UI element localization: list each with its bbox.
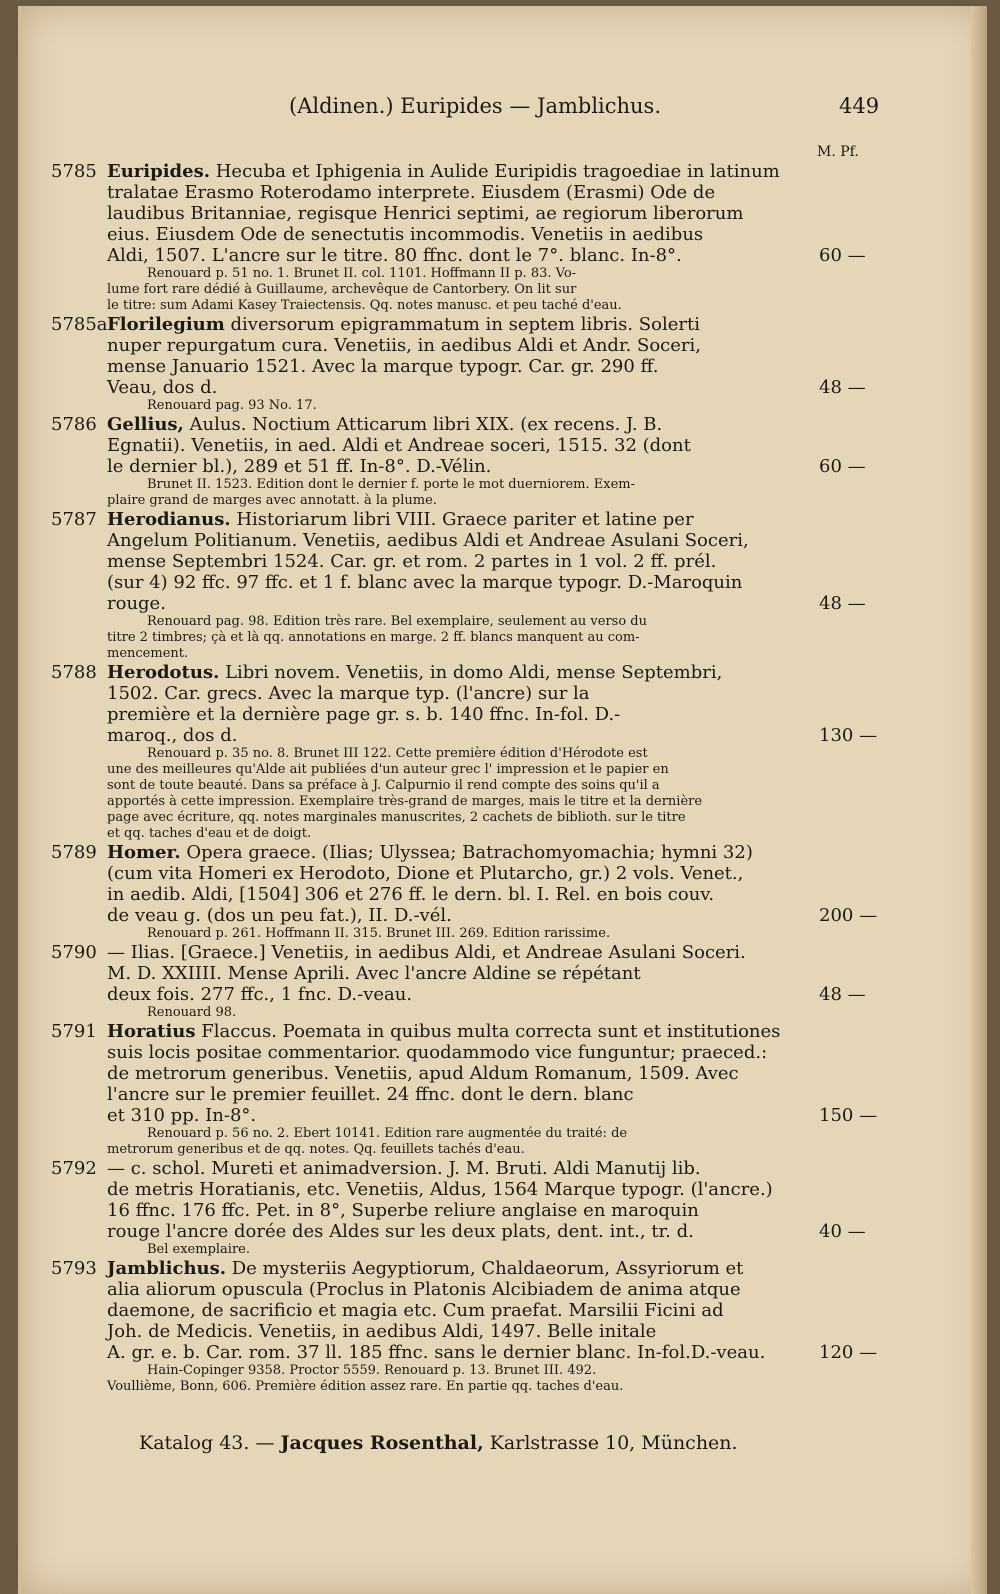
entry-line (21, 572, 987, 593)
entry-author: Herodotus. (107, 662, 220, 683)
entry-note: apportés à cette impression. Exemplaire très-grand de marges, mais le titre et la dernière (107, 794, 703, 809)
entry-text: alia aliorum opuscula (Proclus in Platonis Alcibiadem de anima atque (107, 1279, 741, 1300)
entry-price: 48 — (819, 377, 866, 398)
entry-text: Jamblichus. De mysteriis Aegyptiorum, Chaldaeorum, Assyriorum et (107, 1258, 744, 1279)
entry-line (21, 551, 987, 572)
entry-text: (sur 4) 92 ffc. 97 ffc. et 1 f. blanc avec la marque typogr. D.-Maroquin (107, 572, 743, 593)
entry-line (21, 1042, 987, 1063)
entry-text: rouge. (107, 593, 166, 614)
entry-text: 16 ffnc. 176 ffc. Pet. in 8°, Superbe reliure anglaise en maroquin (107, 1200, 699, 1221)
entry-line (21, 842, 987, 863)
entry-text: A. gr. e. b. Car. rom. 37 ll. 185 ffnc. sans le dernier blanc. In-fol.D.-veau. (107, 1342, 766, 1363)
entry-text: rouge l'ancre dorée des Aldes sur les deux plats, dent. int., tr. d. (107, 1221, 694, 1242)
entry-note: sont de toute beauté. Dans sa préface à J. Calpurnio il rend compte des soins qu'il a (107, 778, 660, 793)
entry-text: Egnatii). Venetiis, in aed. Aldi et Andreae soceri, 1515. 32 (dont (107, 435, 691, 456)
entry-text: le dernier bl.), 289 et 51 ff. In-8°. D.-Vélin. (107, 456, 492, 477)
entry-line (21, 530, 987, 551)
entry-line (21, 1258, 987, 1279)
entry-author: Florilegium (107, 314, 225, 335)
entry-text: de veau g. (dos un peu fat.), II. D.-vél. (107, 905, 452, 926)
catalog-entry (21, 842, 987, 942)
entry-note: Renouard p. 56 no. 2. Ebert 10141. Edition rare augmentée du traité: de (147, 1126, 628, 1141)
entry-note: Renouard pag. 98. Edition très rare. Bel exemplaire, seulement au verso du (147, 614, 648, 629)
entry-text: mense Septembri 1524. Car. gr. et rom. 2 partes in 1 vol. 2 ff. prél. (107, 551, 717, 572)
catalog-entries (21, 161, 987, 1395)
entry-line (21, 905, 987, 926)
entry-line (21, 863, 987, 884)
entry-price: 48 — (819, 593, 866, 614)
entry-text: Aldi, 1507. L'ancre sur le titre. 80 ffnc. dont le 7°. blanc. In-8°. (107, 245, 682, 266)
entry-text: daemone, de sacrificio et magia etc. Cum praefat. Marsilii Ficini ad (107, 1300, 724, 1321)
catalog-page (18, 6, 987, 1594)
catalog-entry (21, 1021, 987, 1158)
entry-text: M. D. XXIIII. Mense Aprili. Avec l'ancre Aldine se répétant (107, 963, 641, 984)
catalog-entry (21, 509, 987, 662)
entry-text: Euripides. Hecuba et Iphigenia in Aulide Euripidis tragoediae in latinum (107, 161, 780, 182)
entry-line (21, 984, 987, 1005)
entry-line (21, 1300, 987, 1321)
entry-note: Renouard pag. 93 No. 17. (147, 398, 317, 413)
entry-price: 200 — (819, 905, 878, 926)
entry-line (21, 884, 987, 905)
entry-text: (cum vita Homeri ex Herodoto, Dione et Plutarcho, gr.) 2 vols. Venet., (107, 863, 744, 884)
entry-line (21, 1200, 987, 1221)
entry-line (21, 1021, 987, 1042)
entry-line (21, 1084, 987, 1105)
entry-text: l'ancre sur le premier feuillet. 24 ffnc. dont le dern. blanc (107, 1084, 634, 1105)
page-number: 449 (839, 94, 880, 118)
entry-number: 5789 (51, 842, 97, 863)
entry-line (21, 1158, 987, 1179)
catalog-entry (21, 414, 987, 509)
entry-line (21, 593, 987, 614)
entry-line (21, 662, 987, 683)
entry-line (21, 182, 987, 203)
catalog-entry (21, 314, 987, 414)
entry-number: 5788 (51, 662, 97, 683)
entry-text: — c. schol. Mureti et animadversion. J. M. Bruti. Aldi Manutij lib. (107, 1158, 701, 1179)
entry-text: Florilegium diversorum epigrammatum in septem libris. Solerti (107, 314, 700, 335)
catalog-entry (21, 942, 987, 1021)
entry-price: 40 — (819, 1221, 866, 1242)
entry-text: et 310 pp. In-8°. (107, 1105, 257, 1126)
entry-line (21, 942, 987, 963)
entry-text: Herodianus. Historiarum libri VIII. Graece pariter et latine per (107, 509, 694, 530)
entry-line (21, 725, 987, 746)
footer-address: Karlstrasse 10, München. (489, 1432, 738, 1454)
running-title: (Aldinen.) Euripides — Jamblichus. (289, 94, 662, 118)
entry-note: Renouard p. 261. Hoffmann II. 315. Brunet III. 269. Edition rarissime. (147, 926, 611, 941)
catalog-entry (21, 1158, 987, 1258)
entry-note: et qq. taches d'eau et de doigt. (107, 826, 312, 841)
entry-number: 5785a (51, 314, 108, 335)
entry-text: Joh. de Medicis. Venetiis, in aedibus Aldi, 1497. Belle initale (107, 1321, 657, 1342)
entry-price: 60 — (819, 245, 866, 266)
catalog-entry (21, 161, 987, 314)
entry-text: Herodotus. Libri novem. Venetiis, in domo Aldi, mense Septembri, (107, 662, 723, 683)
currency-header: M. Pf. (817, 144, 859, 160)
catalog-entry (21, 1258, 987, 1395)
entry-note: lume fort rare dédié à Guillaume, archevêque de Cantorbery. On lit sur (107, 282, 577, 297)
entry-price: 60 — (819, 456, 866, 477)
entry-text: Gellius, Aulus. Noctium Atticarum libri XIX. (ex recens. J. B. (107, 414, 663, 435)
entry-text: suis locis positae commentarior. quodammodo vice funguntur; praeced.: (107, 1042, 768, 1063)
entry-number: 5791 (51, 1021, 97, 1042)
entry-author: Euripides. (107, 161, 210, 182)
entry-note: une des meilleures qu'Alde ait publiées d'un auteur grec l' impression et le papier en (107, 762, 669, 777)
entry-line (21, 456, 987, 477)
entry-price: 150 — (819, 1105, 878, 1126)
entry-note: Brunet II. 1523. Edition dont le dernier f. porte le mot duerniorem. Exem- (147, 477, 636, 492)
catalog-entry (21, 662, 987, 842)
entry-line (21, 1342, 987, 1363)
entry-note: Renouard p. 35 no. 8. Brunet III 122. Cette première édition d'Hérodote est (147, 746, 648, 761)
entry-line (21, 704, 987, 725)
entry-line (21, 414, 987, 435)
entry-text: Homer. Opera graece. (Ilias; Ulyssea; Batrachomyomachia; hymni 32) (107, 842, 753, 863)
entry-text: tralatae Erasmo Roterodamo interprete. Eiusdem (Erasmi) Ode de (107, 182, 716, 203)
entry-text: première et la dernière page gr. s. b. 140 ffnc. In-fol. D.- (107, 704, 621, 725)
entry-line (21, 963, 987, 984)
entry-text: Horatius Flaccus. Poemata in quibus multa correcta sunt et institutiones (107, 1021, 781, 1042)
entry-number: 5786 (51, 414, 97, 435)
entry-note: le titre: sum Adami Kasey Traiectensis. Qq. notes manusc. et peu taché d'eau. (107, 298, 622, 313)
entry-line (21, 1063, 987, 1084)
catalog-footer (139, 1432, 738, 1454)
entry-line (21, 509, 987, 530)
footer-publisher: Jacques Rosenthal, (280, 1432, 484, 1454)
entry-author: Homer. (107, 842, 181, 863)
entry-price: 130 — (819, 725, 878, 746)
entry-line (21, 335, 987, 356)
entry-author: Horatius (107, 1021, 196, 1042)
entry-line (21, 683, 987, 704)
entry-note: mencement. (107, 646, 189, 661)
entry-note: Hain-Copinger 9358. Proctor 5559. Renouard p. 13. Brunet III. 492. (147, 1363, 597, 1378)
entry-text: Angelum Politianum. Venetiis, aedibus Aldi et Andreae Asulani Soceri, (107, 530, 749, 551)
entry-number: 5787 (51, 509, 97, 530)
entry-line (21, 203, 987, 224)
entry-line (21, 161, 987, 182)
entry-text: — Ilias. [Graece.] Venetiis, in aedibus Aldi, et Andreae Asulani Soceri. (107, 942, 746, 963)
entry-text: deux fois. 277 ffc., 1 fnc. D.-veau. (107, 984, 413, 1005)
entry-note: Renouard 98. (147, 1005, 237, 1020)
entry-line (21, 1279, 987, 1300)
entry-price: 48 — (819, 984, 866, 1005)
running-header (21, 94, 987, 124)
entry-line (21, 356, 987, 377)
entry-text: laudibus Britanniae, regisque Henrici septimi, ae regiorum liberorum (107, 203, 744, 224)
entry-text: maroq., dos d. (107, 725, 238, 746)
entry-price: 120 — (819, 1342, 878, 1363)
entry-line (21, 377, 987, 398)
entry-text: in aedib. Aldi, [1504] 306 et 276 ff. le dern. bl. I. Rel. en bois couv. (107, 884, 715, 905)
entry-line (21, 1221, 987, 1242)
entry-text: de metrorum generibus. Venetiis, apud Aldum Romanum, 1509. Avec (107, 1063, 739, 1084)
entry-text: eius. Eiusdem Ode de senectutis incommodis. Venetiis in aedibus (107, 224, 704, 245)
entry-line (21, 314, 987, 335)
entry-note: Bel exemplaire. (147, 1242, 251, 1257)
entry-note: Renouard p. 51 no. 1. Brunet II. col. 1101. Hoffmann II p. 83. Vo- (147, 266, 577, 281)
entry-author: Herodianus. (107, 509, 231, 530)
entry-author: Jamblichus. (107, 1258, 227, 1279)
footer-prefix: Katalog 43. — (139, 1432, 275, 1454)
entry-note: titre 2 timbres; çà et là qq. annotations en marge. 2 ff. blancs manquent au com- (107, 630, 640, 645)
entry-note: metrorum generibus et de qq. notes. Qq. feuillets tachés d'eau. (107, 1142, 525, 1157)
entry-line (21, 224, 987, 245)
entry-number: 5785 (51, 161, 97, 182)
entry-line (21, 1179, 987, 1200)
entry-line (21, 1321, 987, 1342)
entry-text: 1502. Car. grecs. Avec la marque typ. (l'ancre) sur la (107, 683, 590, 704)
entry-author: Gellius, (107, 414, 184, 435)
entry-number: 5793 (51, 1258, 97, 1279)
entry-text: Veau, dos d. (107, 377, 218, 398)
entry-text: mense Januario 1521. Avec la marque typogr. Car. gr. 290 ff. (107, 356, 659, 377)
entry-line (21, 1105, 987, 1126)
entry-note: plaire grand de marges avec annotatt. à la plume. (107, 493, 437, 508)
entry-line (21, 435, 987, 456)
entry-line (21, 245, 987, 266)
entry-number: 5790 (51, 942, 97, 963)
entry-text: nuper repurgatum cura. Venetiis, in aedibus Aldi et Andr. Soceri, (107, 335, 701, 356)
entry-note: Voullième, Bonn, 606. Première édition assez rare. En partie qq. taches d'eau. (107, 1379, 624, 1394)
entry-text: de metris Horatianis, etc. Venetiis, Aldus, 1564 Marque typogr. (l'ancre.) (107, 1179, 773, 1200)
entry-number: 5792 (51, 1158, 97, 1179)
entry-note: page avec écriture, qq. notes marginales manuscrites, 2 cachets de biblioth. sur le titre (107, 810, 686, 825)
